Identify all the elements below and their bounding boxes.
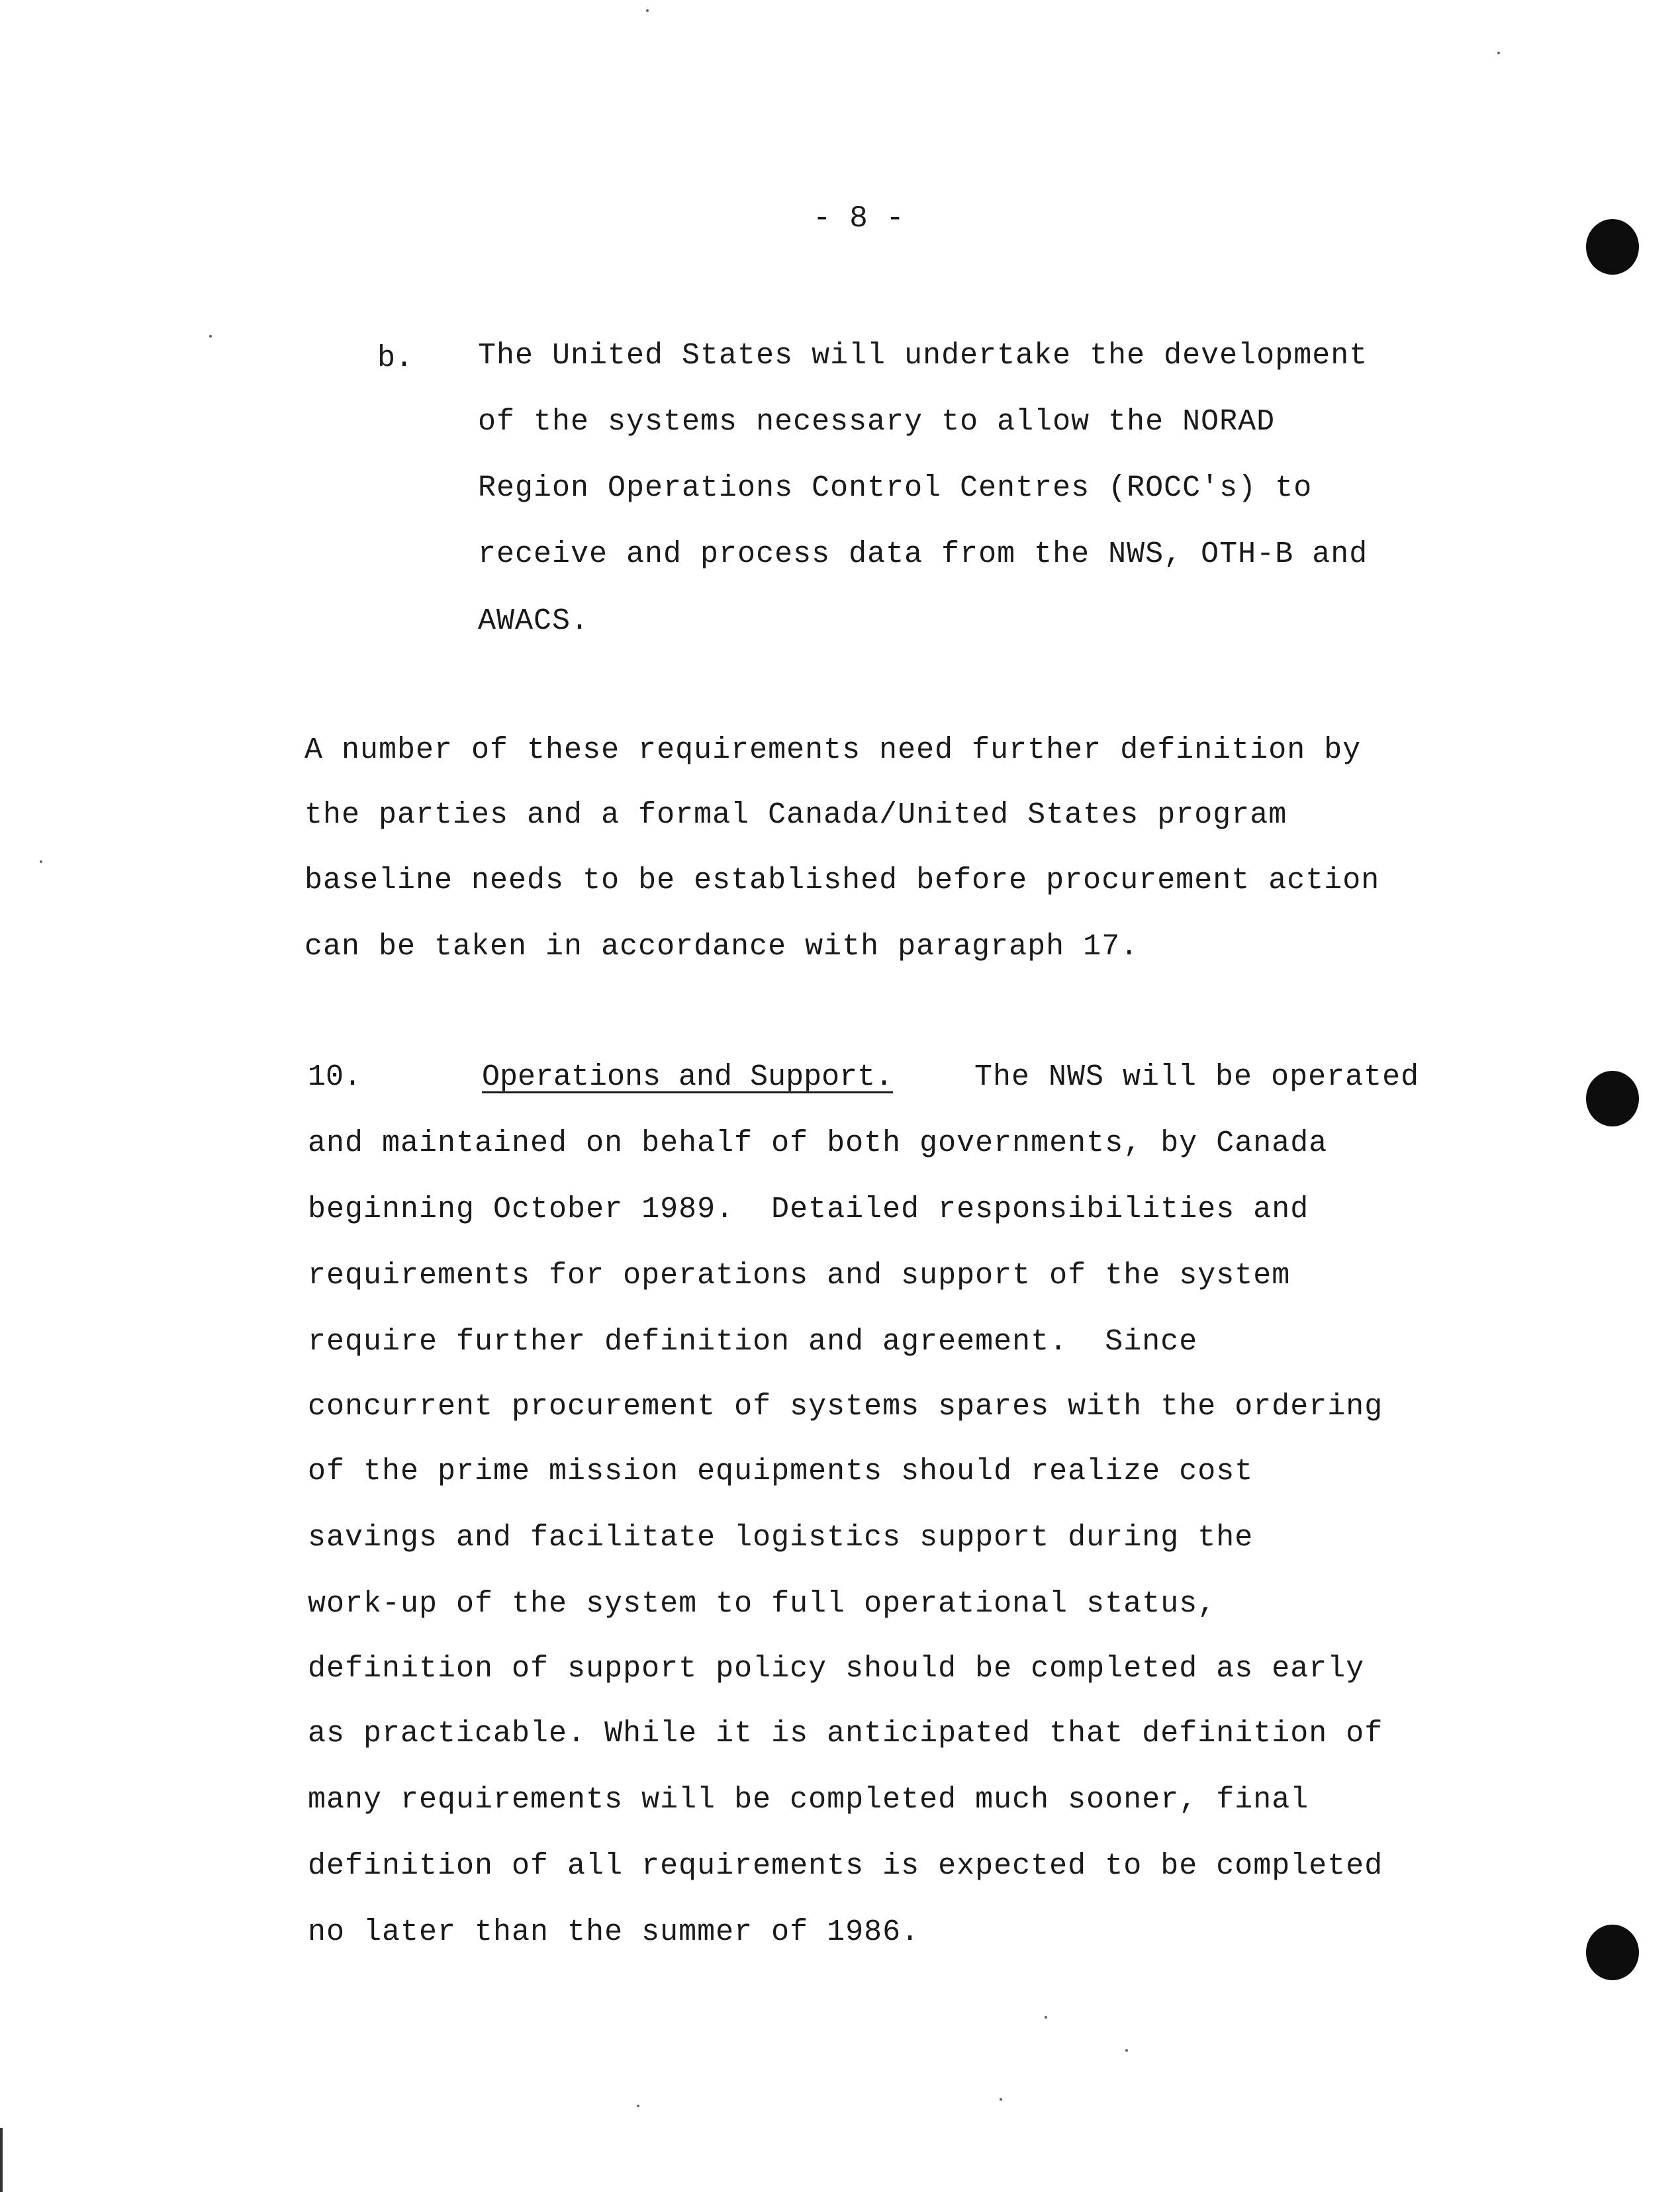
punch-hole bbox=[1586, 219, 1639, 275]
section-10-line: no later than the summer of 1986. bbox=[308, 1915, 920, 1949]
scan-speck bbox=[209, 335, 212, 338]
punch-hole bbox=[1586, 1071, 1639, 1126]
item-b-line: receive and process data from the NWS, OTH-B and bbox=[478, 537, 1368, 571]
item-b-label: b. bbox=[377, 342, 414, 375]
section-10-line: definition of all requirements is expected to be completed bbox=[308, 1849, 1383, 1883]
section-heading: Operations and Support. bbox=[482, 1060, 894, 1094]
section-10-line: as practicable. While it is anticipated that definition of bbox=[308, 1717, 1383, 1751]
item-b-line: of the systems necessary to allow the NORAD bbox=[478, 405, 1276, 439]
item-b-line: The United States will undertake the development bbox=[478, 339, 1368, 373]
punch-hole bbox=[1586, 1925, 1639, 1980]
section-10-first-line: The NWS will be operated bbox=[974, 1060, 1420, 1094]
requirements-paragraph-line: the parties and a formal Canada/United States program bbox=[304, 798, 1287, 832]
item-b-line: Region Operations Control Centres (ROCC's) to bbox=[478, 471, 1313, 505]
requirements-paragraph-line: A number of these requirements need further definition by bbox=[304, 733, 1362, 767]
section-10-line: concurrent procurement of systems spares with the ordering bbox=[308, 1390, 1383, 1424]
section-10-line: require further definition and agreement. Since bbox=[308, 1325, 1198, 1359]
scan-speck bbox=[637, 2105, 639, 2107]
scan-edge-mark bbox=[0, 2128, 3, 2192]
scan-speck bbox=[1045, 2016, 1047, 2019]
section-10-line: requirements for operations and support of the system bbox=[308, 1259, 1291, 1293]
scan-speck bbox=[1125, 2049, 1128, 2052]
section-10-line: many requirements will be completed much sooner, final bbox=[308, 1783, 1309, 1817]
requirements-paragraph-line: baseline needs to be established before procurement action bbox=[304, 864, 1380, 897]
section-10-line: savings and facilitate logistics support during the bbox=[308, 1521, 1254, 1555]
section-10-line: definition of support policy should be completed as early bbox=[308, 1652, 1365, 1686]
section-number: 10. bbox=[308, 1060, 362, 1094]
scan-speck bbox=[1497, 52, 1500, 54]
scan-speck bbox=[40, 860, 42, 863]
scan-speck bbox=[1000, 2098, 1002, 2101]
section-10-line: and maintained on behalf of both governments, by Canada bbox=[308, 1126, 1328, 1160]
section-10-line: of the prime mission equipments should realize cost bbox=[308, 1455, 1254, 1488]
requirements-paragraph-line: can be taken in accordance with paragraph 17. bbox=[304, 930, 1139, 964]
section-10-line: work-up of the system to full operational status, bbox=[308, 1587, 1217, 1621]
page-number: - 8 - bbox=[813, 201, 905, 236]
item-b-line: AWACS. bbox=[478, 604, 590, 638]
section-10-line: beginning October 1989. Detailed responsibilities and bbox=[308, 1193, 1309, 1226]
scan-speck bbox=[646, 9, 649, 12]
